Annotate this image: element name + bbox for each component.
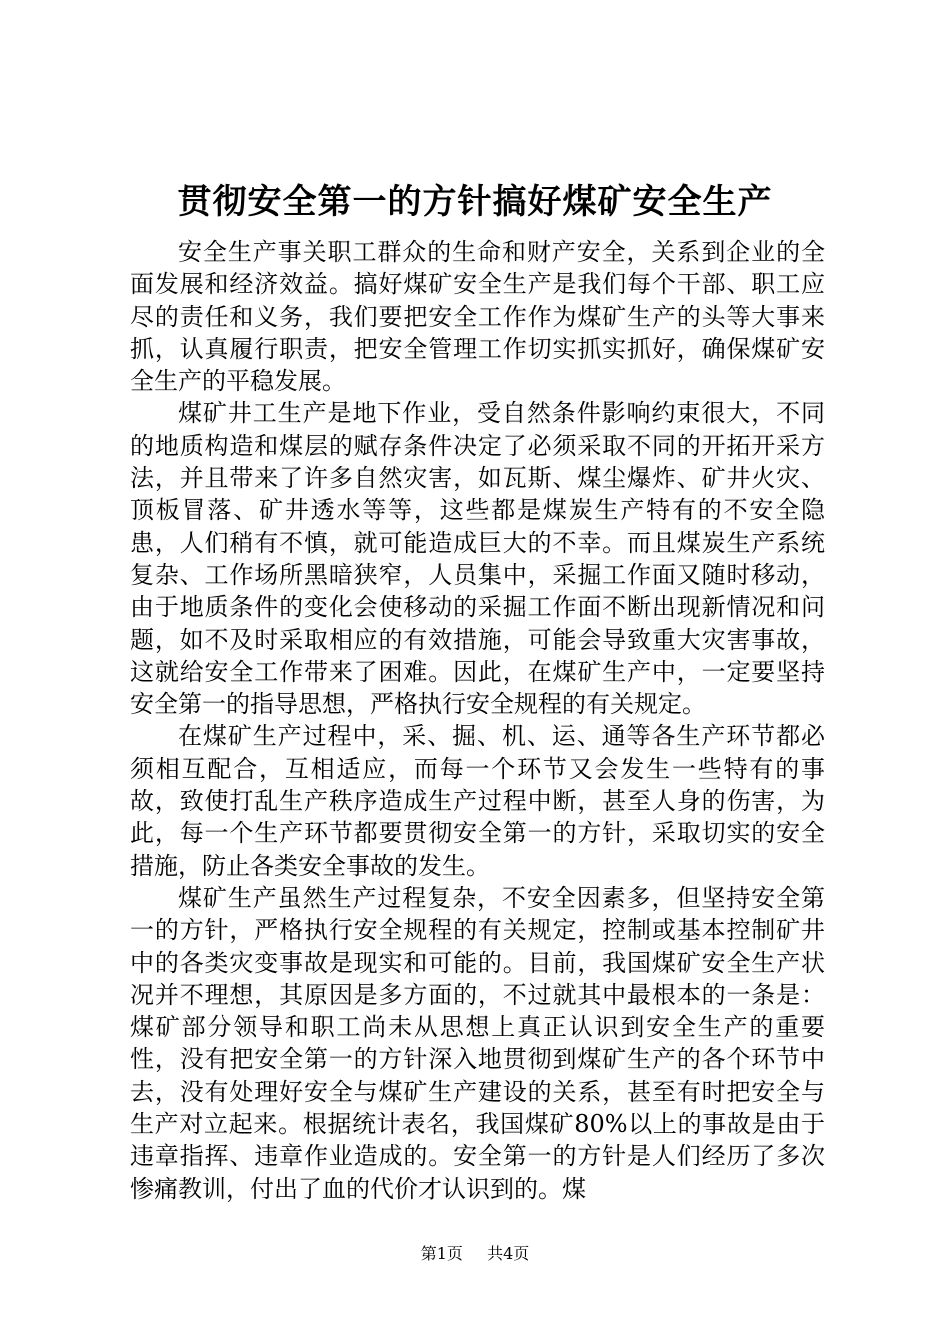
total-pages: 共4页 [487,1244,530,1263]
document-body [130,236,825,1205]
paragraph-4: 煤矿生产虽然生产过程复杂，不安全因素多，但坚持安全第一的方针，严格执行安全规程的有关规定，控制或基本控制矿井中的各类灾变事故是现实和可能的。目前，我国煤矿安全生产状况并不理想，其原因是多方面的，不过就其中最根本的一条是：煤矿部分领导和职工尚未从思想上真正认识到安全生产的重要性，没有把安全第一的方针深入地贯彻到煤矿生产的各个环节中去，没有处理好安全与煤矿生产建设的关系，甚至有时把安全与生产对立起来。根据统计表名，我国煤矿80%以上的事故是由于违章指挥、违章作业造成的。安全第一的方针是人们经历了多次惨痛教训，付出了血的代价才认识到的。煤 [130,883,825,1203]
page-number: 第1页 [420,1244,463,1263]
paragraph-3: 在煤矿生产过程中，采、掘、机、运、通等各生产环节都必须相互配合，互相适应，而每一个环节又会发生一些特有的事故，致使打乱生产秩序造成生产过程中断，甚至人身的伤害，为此，每一个生产环节都要贯彻安全第一的方针，采取切实的安全措施，防止各类安全事故的发生。 [130,722,825,880]
document-title: 贯彻安全第一的方针搞好煤矿安全生产 [177,182,773,222]
paragraph-2: 煤矿井工生产是地下作业，受自然条件影响约束很大，不同的地质构造和煤层的赋存条件决定了必须采取不同的开拓开采方法，并且带来了许多自然灾害，如瓦斯、煤尘爆炸、矿井火灾、顶板冒落、矿井透水等等，这些都是煤炭生产特有的不安全隐患，人们稍有不慎，就可能造成巨大的不幸。而且煤炭生产系统复杂、工作场所黑暗狭窄，人员集中，采掘工作面又随时移动，由于地质条件的变化会使移动的采掘工作面不断出现新情况和问题，如不及时采取相应的有效措施，可能会导致重大灾害事故，这就给安全工作带来了困难。因此，在煤矿生产中，一定要坚持安全第一的指导思想，严格执行安全规程的有关规定。 [130,399,825,719]
page-footer [0,1244,950,1264]
paragraph-1: 安全生产事关职工群众的生命和财产安全，关系到企业的全面发展和经济效益。搞好煤矿安全生产是我们每个干部、职工应尽的责任和义务，我们要把安全工作作为煤矿生产的头等大事来抓，认真履行职责，把安全管理工作切实抓实抓好，确保煤矿安全生产的平稳发展。 [130,238,825,396]
